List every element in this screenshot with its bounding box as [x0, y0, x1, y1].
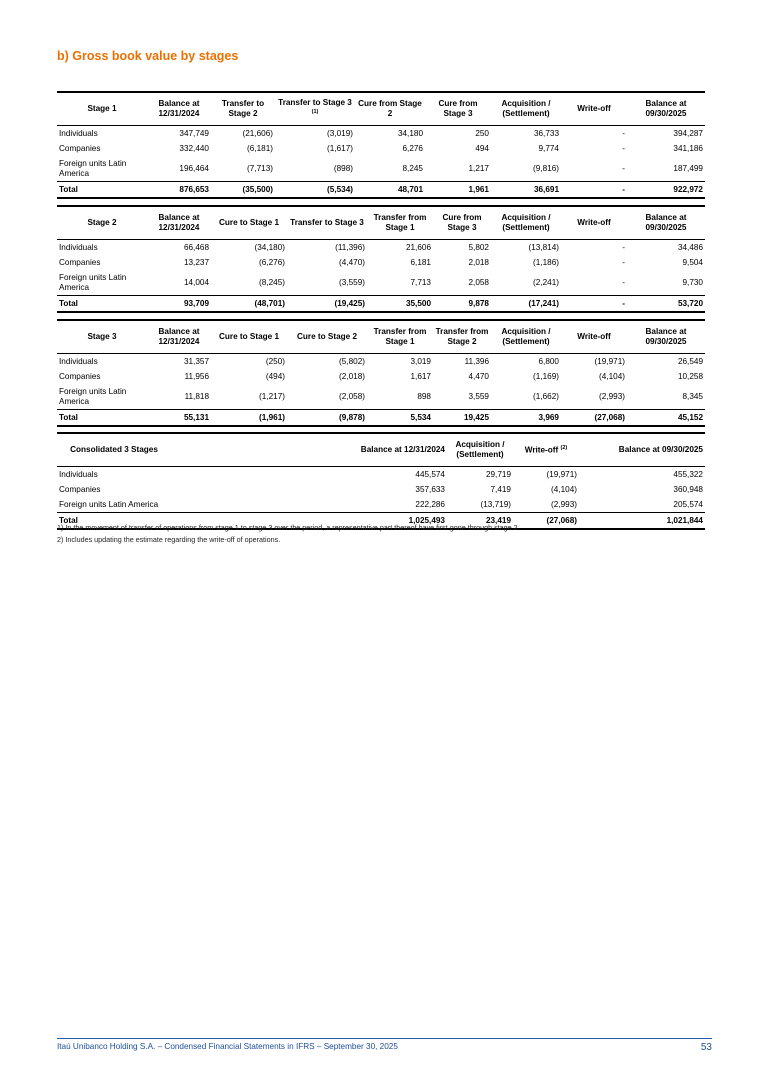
cell: 455,322	[673, 469, 703, 479]
cell: 3,019	[410, 356, 431, 366]
row-label: Companies	[59, 143, 101, 153]
cell: (2,018)	[339, 371, 365, 381]
consolidated-header-label: Write-off	[524, 445, 559, 455]
stage1-header-transfer-stage3	[275, 92, 355, 126]
cell: (2,058)	[339, 391, 365, 401]
stage2-header: Cure to Stage 1	[211, 206, 287, 240]
cell: 2,058	[468, 277, 489, 287]
footnote-ref: (1)	[311, 108, 319, 115]
cell: (35,500)	[211, 182, 275, 199]
cell: -	[622, 143, 625, 153]
total-row	[57, 296, 705, 313]
cell: 14,004	[183, 277, 209, 287]
cell: (11,396)	[335, 242, 365, 252]
cell: (19,971)	[546, 469, 577, 479]
consolidated-header: Balance at 12/31/2024	[171, 433, 447, 467]
stage1-header: Balance at 12/31/2024	[147, 92, 211, 126]
footnote: 1) In the movement of transfer of operations from stage 1 to stage 3 over the period, a representative part thereof have first gone through stage 2.	[57, 523, 520, 532]
cell: 898	[417, 391, 431, 401]
stage2-header-row	[57, 206, 705, 240]
cell: (3,559)	[339, 277, 365, 287]
cell: 53,720	[627, 296, 705, 313]
cell: (1,961)	[211, 410, 287, 427]
row-label: Individuals	[59, 242, 98, 252]
row-label: Companies	[59, 484, 101, 494]
table-row	[57, 255, 705, 270]
footer-text: Itaú Unibanco Holding S.A. – Condensed Financial Statements in IFRS – September 30, 2025	[57, 1042, 398, 1051]
cell: 45,152	[627, 410, 705, 427]
cell: 29,719	[485, 469, 511, 479]
cell: -	[622, 242, 625, 252]
consolidated-header-row	[57, 433, 705, 467]
table-row	[57, 384, 705, 410]
stage1-header: Acquisition / (Settlement)	[491, 92, 561, 126]
cell: -	[561, 296, 627, 313]
stage3-header: Transfer from Stage 1	[367, 320, 433, 354]
cell: 11,818	[184, 391, 209, 401]
row-label: Total	[57, 513, 171, 530]
cell: 6,181	[410, 257, 431, 267]
table-row	[57, 156, 705, 182]
cell: (4,470)	[339, 257, 365, 267]
footnote-ref: (2)	[560, 444, 568, 451]
row-label: Total	[57, 296, 147, 313]
stage1-header: Cure from Stage 3	[425, 92, 491, 126]
cell: (4,104)	[599, 371, 625, 381]
cell: (2,993)	[551, 499, 577, 509]
row-label: Companies	[59, 371, 101, 381]
cell: 347,749	[179, 128, 209, 138]
stage2-header: Acquisition / (Settlement)	[491, 206, 561, 240]
cell: 8,245	[402, 163, 423, 173]
cell: (13,814)	[528, 242, 559, 252]
stage2-header: Write-off	[561, 206, 627, 240]
cell: (19,425)	[287, 296, 367, 313]
stage3-header: Cure to Stage 2	[287, 320, 367, 354]
cell: 1,961	[425, 182, 491, 199]
total-row	[57, 182, 705, 199]
stage3-header: Transfer from Stage 2	[433, 320, 491, 354]
stage1-header: Stage 1	[57, 92, 147, 126]
cell: -	[622, 257, 625, 267]
cell: 9,878	[433, 296, 491, 313]
cell: 1,217	[468, 163, 489, 173]
cell: 360,948	[673, 484, 703, 494]
cell: (34,180)	[254, 242, 285, 252]
cell: (898)	[333, 163, 353, 173]
cell: 1,617	[410, 371, 431, 381]
cell: (250)	[265, 356, 285, 366]
cell: (27,068)	[513, 513, 579, 530]
row-label: Individuals	[59, 356, 98, 366]
consolidated-header: Acquisition / (Settlement)	[447, 433, 513, 467]
total-row	[57, 410, 705, 427]
stage3-header: Acquisition / (Settlement)	[491, 320, 561, 354]
row-label: Individuals	[59, 469, 98, 479]
cell: 34,486	[677, 242, 703, 252]
table-row	[57, 369, 705, 384]
cell: 35,500	[367, 296, 433, 313]
cell: (17,241)	[491, 296, 561, 313]
cell: (27,068)	[561, 410, 627, 427]
cell: 13,237	[183, 257, 209, 267]
table-row	[57, 497, 705, 513]
cell: 205,574	[673, 499, 703, 509]
consolidated-header: Balance at 09/30/2025	[579, 433, 705, 467]
cell: 34,180	[397, 128, 423, 138]
row-label: Foreign units Latin America	[59, 158, 127, 178]
cell: (21,606)	[242, 128, 273, 138]
stage1-header: Balance at 09/30/2025	[627, 92, 705, 126]
stage3-header-row	[57, 320, 705, 354]
cell: 6,800	[538, 356, 559, 366]
cell: 21,606	[405, 242, 431, 252]
cell: 3,969	[491, 410, 561, 427]
cell: 2,018	[468, 257, 489, 267]
cell: (7,713)	[247, 163, 273, 173]
cell: 196,464	[179, 163, 209, 173]
table-row	[57, 240, 705, 256]
consolidated-header-write-off	[513, 433, 579, 467]
cell: 876,653	[147, 182, 211, 199]
cell: 1,025,493	[171, 513, 447, 530]
cell: (1,186)	[533, 257, 559, 267]
cell: 7,419	[490, 484, 511, 494]
stage3-header: Write-off	[561, 320, 627, 354]
stage1-header-row	[57, 92, 705, 126]
cell: 19,425	[433, 410, 491, 427]
consolidated-table	[57, 432, 705, 530]
cell: -	[622, 128, 625, 138]
footnotes	[57, 522, 520, 546]
cell: 11,396	[464, 356, 489, 366]
cell: 222,286	[415, 499, 445, 509]
stage3-header: Stage 3	[57, 320, 147, 354]
cell: (1,662)	[533, 391, 559, 401]
cell: 494	[475, 143, 489, 153]
row-label: Foreign units Latin America	[59, 499, 159, 509]
row-label: Companies	[59, 257, 101, 267]
cell: -	[561, 182, 627, 199]
cell: 9,730	[682, 277, 703, 287]
cell: 9,774	[538, 143, 559, 153]
cell: 6,276	[402, 143, 423, 153]
stage2-header: Stage 2	[57, 206, 147, 240]
cell: -	[622, 163, 625, 173]
stage3-header: Cure to Stage 1	[211, 320, 287, 354]
stage3-header: Balance at 09/30/2025	[627, 320, 705, 354]
stage1-header: Cure from Stage 2	[355, 92, 425, 126]
page-number: 53	[700, 1042, 712, 1053]
cell: (3,019)	[327, 128, 353, 138]
cell: (19,971)	[594, 356, 625, 366]
cell: 5,802	[468, 242, 489, 252]
stage3-header: Balance at 12/31/2024	[147, 320, 211, 354]
cell: 3,559	[468, 391, 489, 401]
cell: (6,276)	[259, 257, 285, 267]
row-label: Foreign units Latin America	[59, 272, 127, 292]
cell: 394,287	[673, 128, 703, 138]
cell: 31,357	[183, 356, 209, 366]
table-row	[57, 467, 705, 483]
cell: 250	[475, 128, 489, 138]
cell: 11,956	[184, 371, 209, 381]
stage3-table	[57, 319, 705, 427]
stage2-header: Balance at 09/30/2025	[627, 206, 705, 240]
cell: 36,691	[491, 182, 561, 199]
table-row	[57, 141, 705, 156]
cell: 341,186	[673, 143, 703, 153]
cell: 26,549	[677, 356, 703, 366]
table-row	[57, 354, 705, 370]
cell: (48,701)	[211, 296, 287, 313]
cell: 23,419	[447, 513, 513, 530]
cell: (6,181)	[247, 143, 273, 153]
cell: 55,131	[147, 410, 211, 427]
cell: 5,534	[367, 410, 433, 427]
cell: 4,470	[468, 371, 489, 381]
cell: 445,574	[415, 469, 445, 479]
cell: 357,633	[415, 484, 445, 494]
stage2-header: Transfer to Stage 3	[287, 206, 367, 240]
cell: (494)	[265, 371, 285, 381]
table-row	[57, 482, 705, 497]
stage2-table	[57, 205, 705, 313]
cell: 8,345	[682, 391, 703, 401]
cell: 7,713	[410, 277, 431, 287]
section-title: b) Gross book value by stages	[57, 49, 239, 63]
row-label: Total	[57, 410, 147, 427]
cell: (13,719)	[480, 499, 511, 509]
cell: (5,534)	[275, 182, 355, 199]
stage1-header: Write-off	[561, 92, 627, 126]
table-row	[57, 126, 705, 142]
cell: (2,241)	[533, 277, 559, 287]
cell: (8,245)	[259, 277, 285, 287]
row-label: Individuals	[59, 128, 98, 138]
consolidated-header: Consolidated 3 Stages	[57, 433, 171, 467]
cell: -	[622, 277, 625, 287]
row-label: Total	[57, 182, 147, 199]
stage2-header: Cure from Stage 3	[433, 206, 491, 240]
page-footer	[57, 1038, 712, 1051]
cell: 93,709	[147, 296, 211, 313]
table-row	[57, 270, 705, 296]
cell: (1,169)	[533, 371, 559, 381]
cell: 66,468	[183, 242, 209, 252]
cell: (9,816)	[533, 163, 559, 173]
cell: (5,802)	[339, 356, 365, 366]
cell: 36,733	[533, 128, 559, 138]
cell: (9,878)	[287, 410, 367, 427]
stage2-header: Transfer from Stage 1	[367, 206, 433, 240]
stage1-table	[57, 91, 705, 199]
cell: 48,701	[355, 182, 425, 199]
stage1-header: Transfer to Stage 2	[211, 92, 275, 126]
cell: 187,499	[673, 163, 703, 173]
stage1-header-label: Transfer to Stage 3	[278, 98, 352, 108]
cell: 332,440	[179, 143, 209, 153]
cell: (1,617)	[327, 143, 353, 153]
stage2-header: Balance at 12/31/2024	[147, 206, 211, 240]
cell: 922,972	[627, 182, 705, 199]
cell: 1,021,844	[579, 513, 705, 530]
cell: (2,993)	[599, 391, 625, 401]
footnote: 2) Includes updating the estimate regarding the write-off of operations.	[57, 535, 281, 544]
cell: (1,217)	[259, 391, 285, 401]
cell: 10,258	[677, 371, 703, 381]
row-label: Foreign units Latin America	[59, 386, 127, 406]
cell: 9,504	[682, 257, 703, 267]
cell: (4,104)	[551, 484, 577, 494]
